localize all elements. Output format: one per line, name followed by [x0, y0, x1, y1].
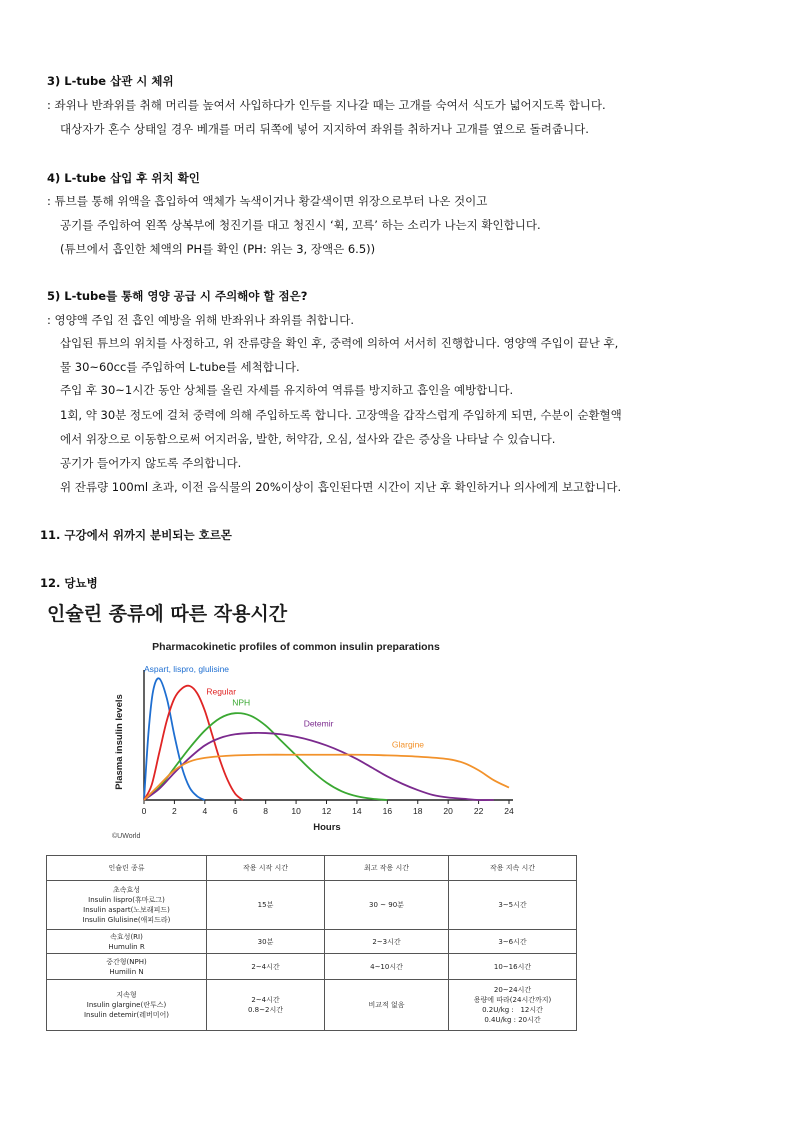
x-tick-label: 4	[202, 806, 208, 816]
section5-line1: : 영양액 주입 전 흡인 예방을 위해 반좌위나 좌위를 취합니다.	[47, 313, 355, 327]
table-row	[47, 930, 577, 954]
x-tick-label: 6	[232, 806, 238, 816]
cell-line: Insulin Glulisine(애피드라)	[82, 916, 171, 924]
section4-line2: 공기를 주입하여 왼쪽 상복부에 청진기를 대고 청진시 ‘휙, 꼬륵’ 하는 소리가 나는지 확인합니다.	[60, 218, 541, 232]
chart-xlabel: Hours	[313, 822, 341, 833]
cell-line: 2~3시간	[372, 937, 401, 946]
cell-peak	[325, 954, 449, 980]
x-tick-label: 24	[504, 806, 514, 816]
cell-onset	[207, 881, 325, 930]
figure-title: 인슐린 종류에 따른 작용시간	[47, 603, 288, 625]
cell-line: Insulin detemir(레버미어)	[83, 1011, 170, 1019]
cell-peak	[325, 930, 449, 954]
section11-heading: 11. 구강에서 위까지 분비되는 호르몬	[40, 528, 232, 542]
cell-line: 4~10시간	[370, 962, 403, 971]
cell-line: 0.2U/kg : 12시간	[482, 1006, 543, 1014]
cell-line: 비교적 없음	[368, 1001, 405, 1009]
cell-duration	[449, 881, 577, 930]
cell-line: 2~4시간	[251, 962, 280, 971]
section4-line1: : 튜브를 통해 위액을 흡입하여 액체가 녹색이거나 황갈색이면 위장으로부터 나온 것이고	[47, 194, 488, 208]
cell-line: 20~24시간	[493, 986, 532, 994]
cell-line: 0.8~2시간	[248, 1006, 283, 1014]
x-tick-label: 18	[413, 806, 423, 816]
table-row	[47, 954, 577, 980]
insulin-chart	[100, 630, 586, 840]
section3-line2: 대상자가 혼수 상태일 경우 베개를 머리 뒤쪽에 넣어 지지하여 좌위를 취하거나 고개를 옆으로 돌려줍니다.	[60, 122, 589, 136]
x-tick-label: 2	[172, 806, 177, 816]
section5-line8: 위 잔류량 100ml 초과, 이전 음식물의 20%이상이 흡인된다면 시간이 지난 후 확인하거나 의사에게 보고합니다.	[60, 480, 622, 494]
cell-duration	[449, 954, 577, 980]
x-tick-label: 16	[382, 806, 393, 816]
section3-heading: 3) L-tube 삽관 시 체위	[47, 74, 174, 88]
x-tick-label: 12	[321, 806, 332, 816]
series-label: Regular	[206, 686, 237, 697]
cell-onset	[207, 954, 325, 980]
section12-heading: 12. 당뇨병	[40, 576, 98, 590]
header-peak: 최고 작용 시간	[325, 856, 449, 881]
cell-line: 초속효성	[112, 886, 141, 894]
section5-line3: 물 30~60cc를 주입하여 L-tube를 세척합니다.	[60, 360, 300, 374]
cell-duration	[449, 980, 577, 1031]
cell-line: 속효성(RI)	[110, 932, 143, 941]
section5-line5: 1회, 약 30분 정도에 걸쳐 중력에 의해 주입하도록 합니다. 고장액을 갑작스럽게 주입하게 되면, 수분이 순환혈액	[60, 408, 622, 422]
x-tick-label: 20	[443, 806, 453, 816]
series-line	[144, 755, 509, 800]
x-tick-label: 8	[263, 806, 269, 816]
cell-line: 30분	[257, 937, 274, 946]
table-row	[47, 881, 577, 930]
cell-line: Humilin N	[109, 967, 144, 976]
cell-line: 중간형(NPH)	[106, 957, 147, 966]
chart-ylabel: Plasma insulin levels	[114, 694, 125, 790]
header-duration: 작용 지속 시간	[449, 856, 577, 881]
section4-heading: 4) L-tube 삽입 후 위치 확인	[47, 171, 200, 185]
series-line	[144, 733, 494, 800]
chart-credit: ©UWorld	[112, 833, 141, 840]
chart-title: Pharmacokinetic profiles of common insulin preparations	[152, 641, 440, 653]
cell-line: Insulin aspart(노보래피드)	[83, 906, 170, 914]
cell-duration	[449, 930, 577, 954]
cell-type	[47, 881, 207, 930]
cell-line: 30 ~ 90분	[369, 901, 404, 909]
insulin-table	[46, 855, 577, 1031]
header-onset: 작용 시작 시간	[207, 856, 325, 881]
cell-type	[47, 980, 207, 1031]
cell-line: Insulin glargine(란투스)	[86, 1001, 167, 1009]
x-tick-label: 0	[141, 806, 147, 816]
section3-line1: : 좌위나 반좌위를 취해 머리를 높여서 사입하다가 인두를 지나갈 때는 고개를 숙여서 식도가 넓어지도록 합니다.	[47, 98, 606, 112]
section4-line3: (튜브에서 흡인한 체액의 PH를 확인 (PH: 위는 3, 장액은 6.5))	[60, 242, 376, 256]
section5-line4: 주입 후 30~1시간 동안 상체를 올린 자세를 유지하여 역류를 방지하고 흡인을 예방합니다.	[60, 383, 514, 397]
cell-line: 15분	[257, 901, 274, 909]
cell-line: 0.4U/kg : 20시간	[484, 1016, 541, 1024]
cell-onset	[207, 930, 325, 954]
cell-onset	[207, 980, 325, 1031]
header-type: 인슐린 종류	[47, 856, 207, 881]
cell-line: Humulin R	[108, 942, 145, 951]
cell-line: 3~5시간	[498, 901, 527, 909]
chart-svg	[100, 630, 586, 840]
section5-line7: 공기가 들어가지 않도록 주의합니다.	[60, 456, 242, 470]
chart-axes	[142, 670, 514, 816]
x-tick-label: 14	[352, 806, 362, 816]
series-label: Glargine	[391, 739, 425, 750]
cell-type	[47, 930, 207, 954]
cell-peak	[325, 980, 449, 1031]
cell-line: 2~4시간	[251, 996, 280, 1004]
table-header-row	[47, 856, 577, 881]
chart-label-layer	[144, 664, 424, 750]
series-label: Detemir	[303, 718, 334, 729]
cell-line: 지속형	[116, 991, 137, 999]
cell-line: 10~16시간	[493, 962, 532, 971]
series-label: NPH	[232, 697, 251, 708]
cell-peak	[325, 881, 449, 930]
section5-line6: 에서 위장으로 이동함으로써 어지러움, 발한, 허약감, 오심, 설사와 같은 증상을 나타날 수 있습니다.	[60, 432, 556, 446]
cell-line: 3~6시간	[498, 937, 527, 946]
cell-line: Insulin lispro(휴마로그)	[88, 896, 165, 904]
table-row	[47, 980, 577, 1031]
x-tick-label: 10	[291, 806, 301, 816]
section5-line2: 삽입된 튜브의 위치를 사정하고, 위 잔류량을 확인 후, 중력에 의하여 서서히 진행합니다. 영양액 주입이 끝난 후,	[60, 336, 619, 350]
x-tick-label: 22	[473, 806, 484, 816]
section5-heading: 5) L-tube를 통해 영양 공급 시 주의해야 할 점은?	[47, 289, 308, 303]
chart-series-layer	[144, 678, 509, 800]
series-label: Aspart, lispro, glulisine	[144, 664, 230, 674]
cell-line: 용량에 따라(24시간까지)	[473, 996, 552, 1004]
cell-type	[47, 954, 207, 980]
